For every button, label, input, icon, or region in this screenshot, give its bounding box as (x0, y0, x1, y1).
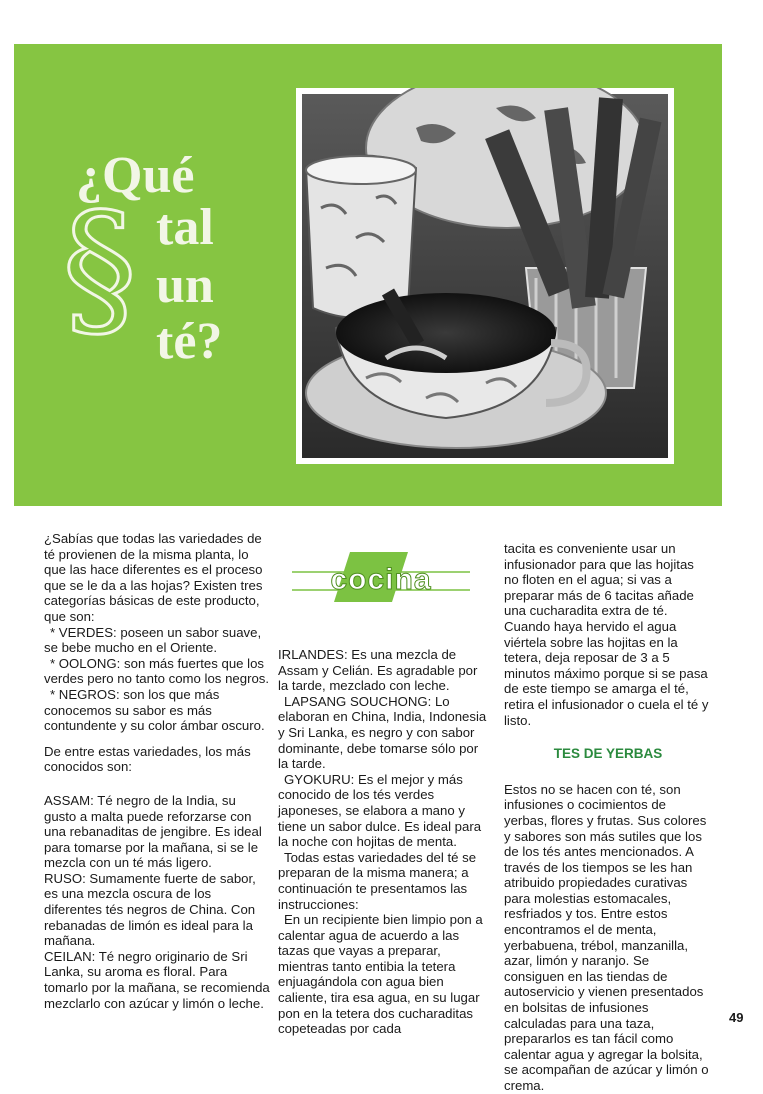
paragraph: CEILAN: Té negro originario de Sri Lanka, su aroma es floral. Para tomarlo por la mañana, se recomienda mezclarlo con azúcar y limón o leche. (44, 948, 270, 1011)
article-title (62, 147, 262, 420)
paragraph: * NEGROS: son los que más conocemos su sabor es más contundente y su color ámbar oscuro. (44, 686, 265, 734)
paragraph: tacita es conveniente usar un infusionador para que las hojitas no floten en el agua; si vas a preparar más de 6 tacitas añade una cucharadita extra de té. Cuando haya hervido el agua viértela sobre las hojitas en la tetera, deja reposar de 3 a 5 minutos máximo porque si se pasa de este tiempo se amarga el té, retira el infusionador o cuela el té y listo. (504, 541, 709, 728)
paragraph: Estos no se hacen con té, son infusiones o cocimientos de yerbas, flores y frutas. Sus colores y sabores son más sutiles que los de los tés antes mencionados. A través de los tiempos se les han atribuido propiedades curativas para molestias estomacales, resfriados y tos. Entre estos encontramos el de menta, yerbabuena, trébol, manzanilla, azar, limón y naranjo. Se consiguen en las tiendas de autoservicio y vienen presentados en bolsitas de infusiones calculadas para una taza, prepararlos es tan fácil como calentar agua y agregar la bolsita, se acompañan de azúcar y limón o crema. (504, 781, 709, 1093)
page-number: 49 (729, 1010, 744, 1025)
section-heading: TES DE YERBAS (553, 746, 663, 762)
cocina-logo (290, 548, 472, 606)
column-3 (504, 541, 712, 1094)
paragraph: RUSO: Sumamente fuerte de sabor, es una mezcla oscura de los diferentes tés negros de China. Con rebanadas de limón es ideal para la mañana. (44, 870, 256, 949)
paragraph: Todas estas variedades del té se preparan de la misma manera; a continuación te presentamos las instrucciones: (278, 849, 477, 912)
paragraph: LAPSANG SOUCHONG: Lo elaboran en China, India, Indonesia y Sri Lanka, es negro y con sabor dominante, debe tomarse sólo por la tarde. (278, 693, 487, 772)
paragraph: * OOLONG: son más fuertes que los verdes pero no tanto como los negros. (44, 655, 270, 687)
title-line-4: té? (156, 313, 223, 370)
column-2 (278, 647, 490, 1037)
paragraph: ASSAM: Té negro de la India, su gusto a malta puede reforzarse con una rebanaditas de jengibre. Es ideal para tomarse por la mañana, si se le mezcla con un té más ligero. (44, 792, 262, 871)
title-line-1: ¿Qué (76, 147, 195, 204)
paragraph: En un recipiente bien limpio pon a calentar agua de acuerdo a las tazas que vayas a preparar, mientras tanto entibia la tetera enjuagándola con agua bien caliente, tira esa agua, en su lugar pon en la tetera dos cucharaditas copeteadas por cada (278, 912, 483, 1037)
title-line-3: un (156, 257, 214, 314)
paragraph: ¿Sabías que todas las variedades de té provienen de la misma planta, lo que las hace diferentes es el proceso que se le da a las hojas? Existen tres categorías básicas de este producto, que son: (44, 531, 263, 624)
paragraph: GYOKURU: Es el mejor y más conocido de los tés verdes japoneses, se elabora a mano y tiene un sabor dulce. Es ideal para la noche con hojitas de menta. (278, 771, 482, 850)
paragraph: IRLANDES: Es una mezcla de Assam y Celián. Es agradable por la tarde, mezclado con leche. (278, 647, 478, 694)
column-1 (44, 531, 270, 1011)
tea-photo (296, 88, 674, 464)
paragraph: * VERDES: poseen un sabor suave, se bebe mucho en el Oriente. (44, 624, 262, 656)
decorative-section-mark: § (62, 182, 137, 356)
logo-text: cocina (330, 563, 432, 596)
title-line-2: tal (156, 199, 214, 256)
paragraph: De entre estas variedades, los más conocidos son: (44, 743, 251, 775)
